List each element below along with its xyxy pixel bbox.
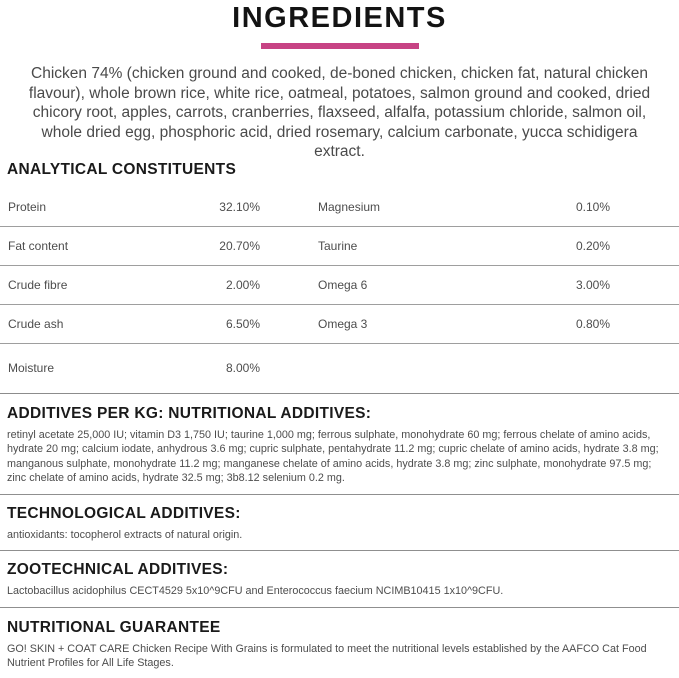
constituent-cell	[318, 239, 610, 253]
constituent-value: 20.70%	[219, 238, 260, 253]
nutritional-additives-heading: ADDITIVES PER KG: NUTRITIONAL ADDITIVES:	[7, 404, 372, 422]
table-row	[0, 344, 679, 394]
constituent-value: 8.00%	[225, 361, 260, 376]
constituent-cell	[318, 317, 610, 331]
zootechnical-additives-text: Lactobacillus acidophilus CECT4529 5x10^9CFU and Enterococcus faecium NCIMB10415 1x10^9CFU.	[7, 585, 504, 598]
nutritional-additives-section	[0, 406, 679, 495]
section-divider	[0, 494, 679, 495]
nutritional-guarantee-heading: NUTRITIONAL GUARANTEE	[7, 618, 221, 636]
table-row	[0, 227, 679, 266]
constituent-value: 0.80%	[575, 316, 610, 331]
constituent-cell	[8, 317, 260, 331]
constituent-name: Magnesium	[318, 199, 381, 214]
title-accent-bar	[261, 43, 419, 49]
constituent-name: Fat content	[8, 238, 69, 253]
constituent-value: 2.00%	[225, 277, 260, 292]
zootechnical-additives-heading: ZOOTECHNICAL ADDITIVES:	[7, 561, 229, 579]
table-row	[0, 305, 679, 344]
constituent-name: Taurine	[318, 238, 358, 253]
constituent-cell	[8, 361, 260, 375]
constituent-name: Moisture	[8, 361, 55, 376]
constituent-value: 6.50%	[225, 316, 260, 331]
constituent-value: 0.20%	[575, 238, 610, 253]
page-title: INGREDIENTS	[232, 2, 447, 34]
constituent-cell	[318, 200, 610, 214]
analytical-constituents-table	[0, 188, 679, 394]
table-row	[0, 188, 679, 227]
constituent-cell	[8, 239, 260, 253]
table-row	[0, 266, 679, 305]
ingredients-paragraph: Chicken 74% (chicken ground and cooked, de-boned chicken, chicken fat, natural chicken flavour), whole brown rice, white rice, oatmeal, potatoes, salmon ground and cooked, dried chicory root, apples, carrots, cranberries, flaxseed, alfalfa, potassium chloride, salmon oil, whole dried egg, phosphoric acid, dried rosemary, calcium carbonate, yucca schidigera extract.	[28, 65, 651, 161]
constituent-cell	[8, 278, 260, 292]
technological-additives-section	[0, 506, 679, 552]
constituent-name: Crude ash	[8, 316, 64, 331]
constituent-cell	[8, 200, 260, 214]
technological-additives-text: antioxidants: tocopherol extracts of natural origin.	[7, 528, 243, 541]
constituent-name: Protein	[8, 199, 47, 214]
section-divider	[0, 607, 679, 608]
nutritional-additives-text: retinyl acetate 25,000 IU; vitamin D3 1,750 IU; taurine 1,000 mg; ferrous sulphate, monohydrate 60 mg; ferrous chelate of amino acids, hydrate 20 mg; calcium iodate, anhydrous 3.6 mg; cupric sulphate, pentahydrate 11.2 mg; cupric chelate of amino acids, hydrate 3.8 mg; manganous sulphate, monohydrate 11.2 mg; manganese chelate of amino acids, hydrate 3.8 mg; zinc sulphate, monohydrate 97.5 mg; zinc chelate of amino acids, hydrate 32.5 mg; 3b8.12 selenium 0.2 mg.	[7, 428, 659, 485]
technological-additives-heading: TECHNOLOGICAL ADDITIVES:	[7, 504, 241, 522]
analytical-constituents-heading: ANALYTICAL CONSTITUENTS	[7, 160, 237, 178]
constituent-name: Omega 6	[318, 277, 368, 292]
constituent-value: 32.10%	[219, 199, 260, 214]
constituent-value: 3.00%	[575, 277, 610, 292]
constituent-value: 0.10%	[575, 199, 610, 214]
constituent-cell	[318, 278, 610, 292]
nutritional-guarantee-text: GO! SKIN + COAT CARE Chicken Recipe With Grains is formulated to meet the nutritional levels established by the AAFCO Cat Food Nutrient Profiles for All Life Stages.	[7, 642, 647, 670]
section-divider	[0, 550, 679, 551]
constituent-name: Omega 3	[318, 316, 368, 331]
constituent-name: Crude fibre	[8, 277, 68, 292]
zootechnical-additives-section	[0, 562, 679, 608]
nutritional-guarantee-section	[0, 620, 679, 671]
